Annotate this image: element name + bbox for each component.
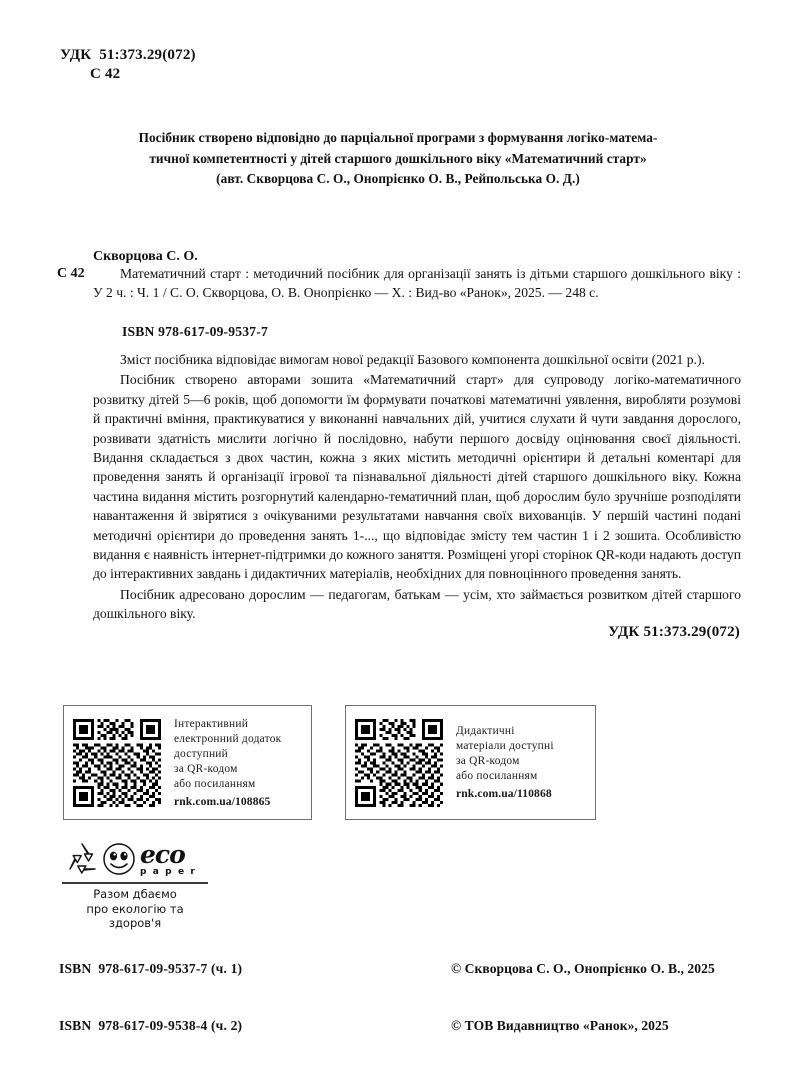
isbn-part-2: ISBN 978-617-09-9538-4 (ч. 2) [59,1018,243,1033]
eco-paper-logo [62,838,208,931]
qr-text-line: за QR-кодом [174,762,238,775]
qr-text-line: Дидактичні [456,725,515,737]
copyright-block [451,921,715,1073]
qr-code-icon [355,719,443,807]
shelf-mark-top: С 42 [90,66,121,82]
recycle-icon [62,841,102,877]
annotation-paragraph-3: Посібник адресовано дорослим — педагогам, батькам — усім, хто займається розвитком дітей старшого дошкільного віку. [93,586,741,622]
udk-code-top: УДК 51:373.29(072) [60,47,196,63]
copyright-publisher: © ТОВ Видавництво «Ранок», 2025 [451,1018,669,1033]
intro-paragraph [88,128,708,190]
qr-text-line: за QR-кодом [456,755,520,767]
eco-caption-line-1: Разом дбаємо [93,887,177,901]
isbn-main: ISBN 978-617-09-9537-7 [122,324,268,339]
qr-text-line: або посиланням [456,770,538,782]
eco-brand-subtext: p a p e r [140,866,197,877]
eco-wordmark [140,839,197,877]
udk-code-bottom: УДК 51:373.29(072) [608,624,740,640]
intro-line-2: тичної компетентності у дітей старшого дошкільного віку «Математичний старт» [149,150,647,166]
catalog-description-text: Математичний старт : методичний посібник для організації занять із дітьми старшого дошкільного віку : У 2 ч. : Ч. 1 / С. О. Скворцова, О. В. Онопрієнко — Х. : Вид-во «Ранок», 2025. — 248 с. [93,266,741,301]
copyright-authors: © Скворцова С. О., Онопрієнко О. В., 2025 [451,961,715,976]
udk-top-block [60,46,196,84]
catalog-description [93,264,741,303]
intro-line-1: Посібник створено відповідно до парціальної програми з формування логіко-матема- [138,130,658,145]
intro-line-3: (авт. Скворцова С. О., Онопрієнко О. В., Рейпольська О. Д.) [216,171,580,186]
qr-info-box-didactic-materials[interactable] [345,705,596,820]
qr-link-1[interactable]: rnk.com.ua/108865 [174,794,271,808]
qr-link-2[interactable]: rnk.com.ua/110868 [456,787,552,800]
qr-text-line: доступний [174,747,228,760]
annotation-block [93,350,741,624]
smiley-face-icon [102,842,136,876]
eco-brand-text: eco [140,839,185,869]
isbn-footer-block [59,921,242,1073]
qr-text-line: електронний додаток [174,732,282,745]
eco-logo-marks [62,838,208,880]
qr-info-box-interactive-supplement[interactable] [63,705,312,820]
annotation-paragraph-1: Зміст посібника відповідає вимогам нової редакції Базового компонента дошкільної освіти (2021 р.). [120,352,705,367]
eco-divider [62,882,208,884]
qr-code-icon [73,719,161,807]
qr-info-text-1 [174,717,281,809]
qr-info-text-2 [456,724,554,801]
eco-caption-line-2: про екологію та здоров'я [86,901,184,930]
annotation-paragraph-2: Посібник створено авторами зошита «Математичний старт» для супроводу логіко-математичного розвитку дітей 5—6 років, щоб допомогти їм формувати початкові математичні уявлення, виробляти розумові й практичні вміння, практикуватися у виконанні навчальних дій, учитися слухати й чути завдання дорослого, розвивати здатність мислити логічно й послідовно, набути першого досвіду оцінювання своєї діяльності. Видання складається з двох частин, кожна з яких містить методичні орієнтири й детальні коментарі для проведення занять й організації ігрової та пізнавальної діяльності дітей старшого дошкільного віку. Кожна частина видання містить розгорнутий календарно-тематичний план, щоб дорослим було зручніше розподіляти навантаження й звірятися з очікуваними результатами навчання своїх вихованців. У першій частині подані методичні орієнтири до проведення занять 1-..., що відповідає змісту тем частин 1 і 2 зошита. Особливістю видання є наявність інтернет-підтримки до кожного заняття. Розміщені угорі сторінок QR-коди надають доступ до інтерактивних завдань і дидактичних матеріалів, необхідних для повноцінного проведення занять. [93,372,741,582]
shelf-mark-side: С 42 [57,266,85,281]
qr-text-line: або посиланням [174,777,256,790]
isbn-part-1: ISBN 978-617-09-9537-7 (ч. 1) [59,961,243,976]
qr-text-line: матеріали доступні [456,740,554,752]
qr-text-line: Інтерактивний [174,717,249,730]
author-name: Скворцова С. О. [93,249,198,264]
